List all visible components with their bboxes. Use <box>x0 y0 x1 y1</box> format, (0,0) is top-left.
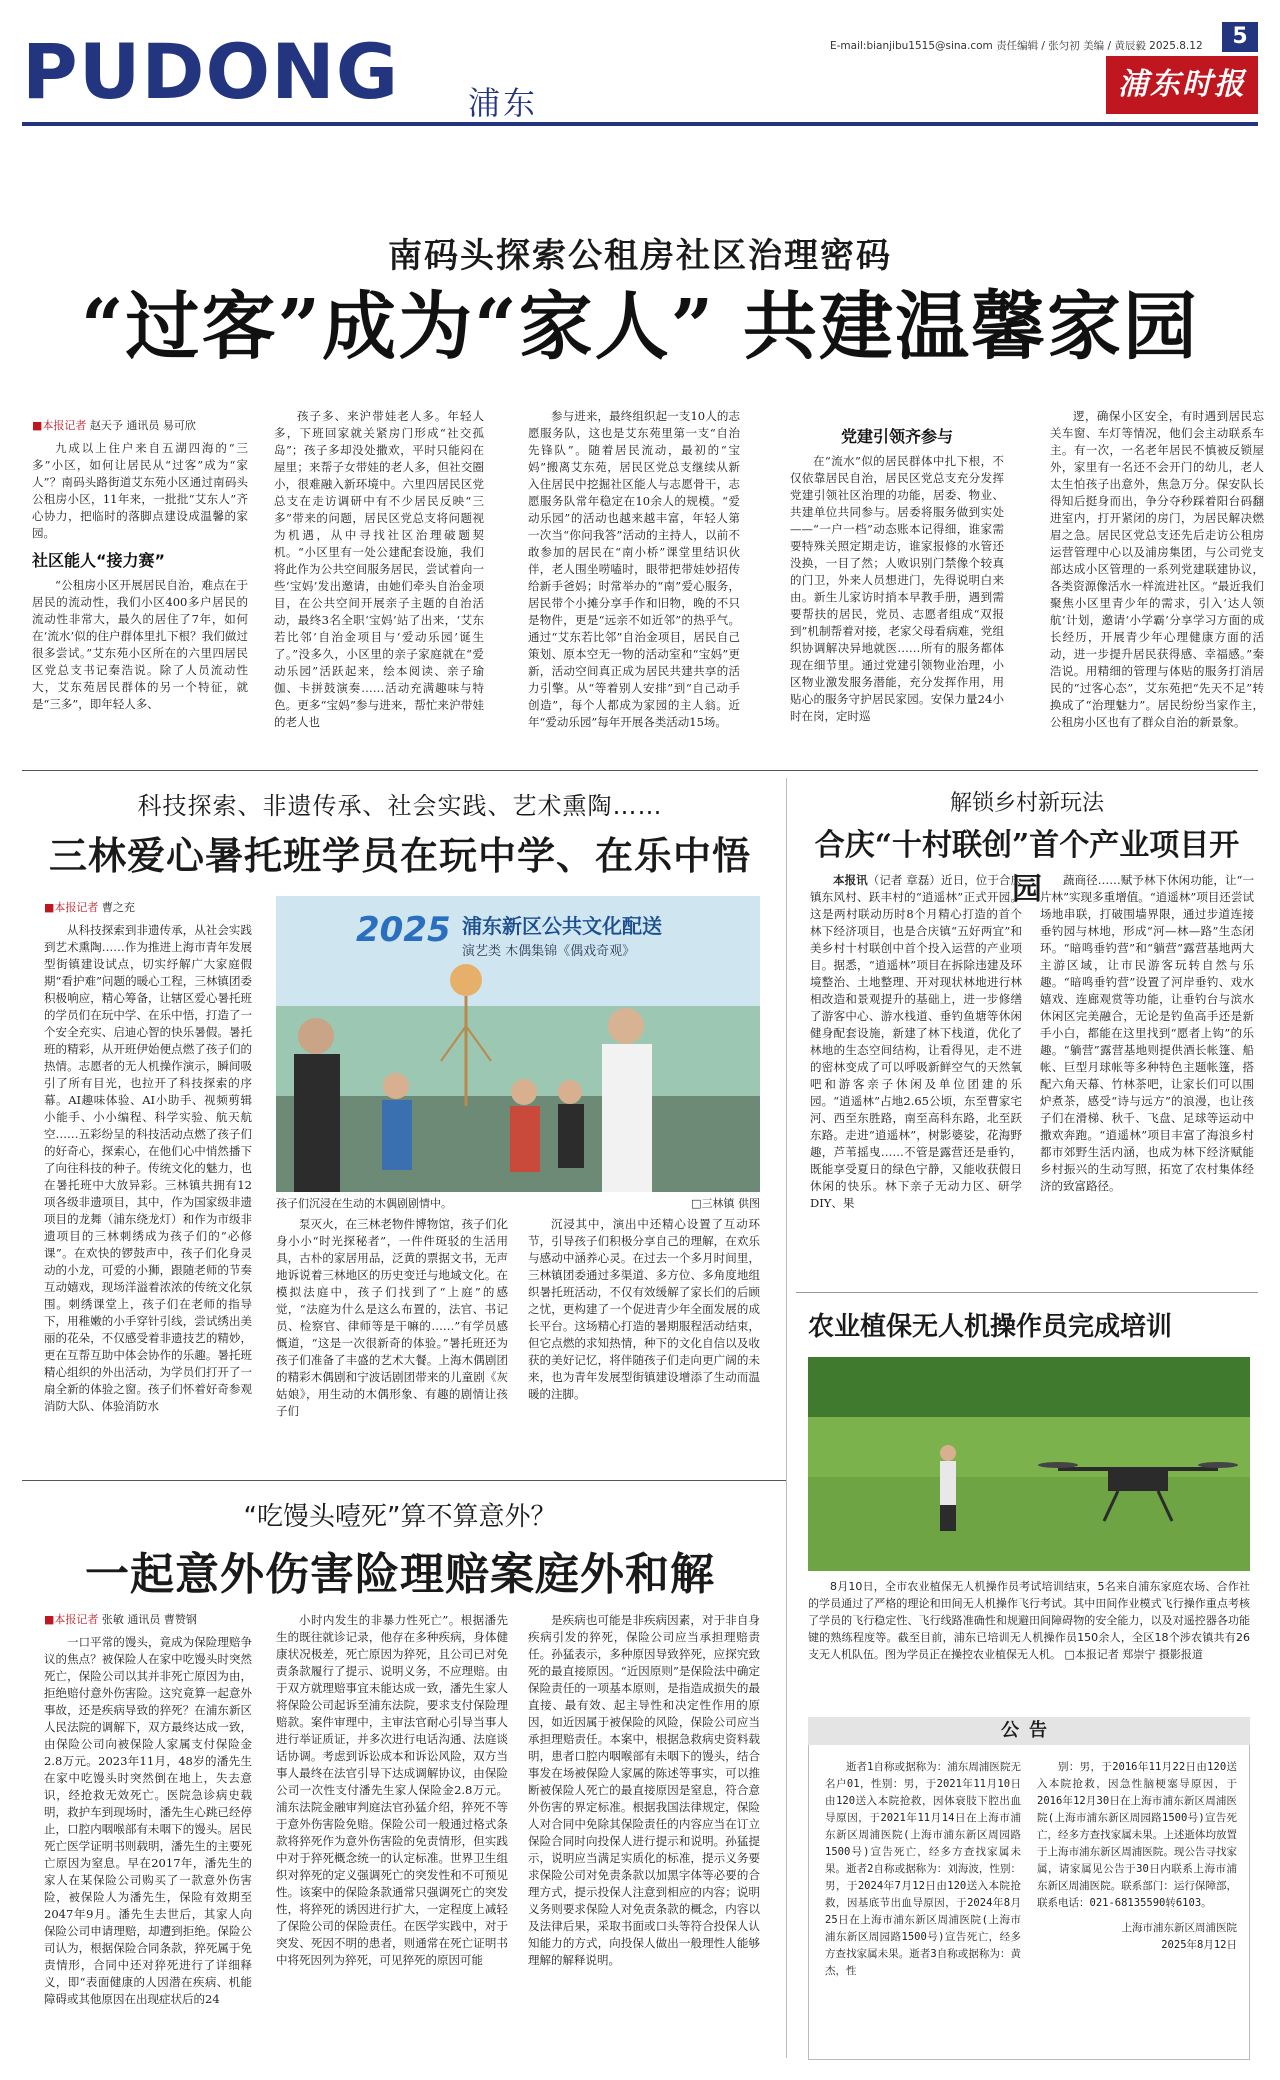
a2-byline: 曹之充 <box>98 901 135 914</box>
section-divider <box>22 770 1258 771</box>
a1-paragraph: “公租房小区开展居民自治，难点在于居民的流动性，我们小区400多户居民的流动性非常大，最久的居住了7年，如何在‘流水’似的住户群体里扎下根？我们做过很多尝试。”艾东苑小区所在的六里四居民区党总支书记秦浩说。除了人员流动性大，艾东苑居民群体的另一个特征，就是“三多”，即年轻人多、 <box>32 578 248 711</box>
a5-paragraph: 是疾病也可能是非疾病因素，对于非自身疾病引发的猝死，保险公司应当承担理赔责任。孙猛表示，多种原因导致猝死，应探究致死的最直接原因。“近因原则”是保险法中确定保险责任的一项基本原则，是指造成损失的最直接、最有效、起主导性和决定性作用的原因，如近因属于被保险的风险，保险公司应当承担理赔责任。本案中，根据急救病史资料载明，患者口腔内咽喉部有未咽下的馒头，结合事发在场被保险人家属的陈述等事实，可以推断被保险人死亡的最直接原因是窒息，符合意外伤害的界定标准。根据我国法律规定，保险人对合同中免除其保险责任的内容应当在订立保险合同时向投保人进行提示和说明。孙猛提示，说明应当满足实质化的标准，提示义务要求保险公司对免责条款以加黑字体等必要的合理方式，提示投保人注意到相应的内容；说明义务则要求保险人对免责条款的概念，内容以及法律后果，采取书面或口头等符合投保人认知能力的方式，向投保人做出一般理性人能够理解的解释说明。 <box>528 1613 760 1967</box>
a1-paragraph: 九成以上住户来自五湖四海的“三多”小区，如何让居民从“过客”成为“家人”？南码头路街道艾东苑小区通过南码头公租房小区，11年来，一批批“艾东人”齐心协力，把临时的落脚点建设成温馨的家园。 <box>32 441 248 540</box>
a1-subheading-2: 党建引领齐参与 <box>840 427 953 446</box>
notice-title: 公告 <box>808 1717 1250 1745</box>
a4-caption-block <box>808 1578 1250 1663</box>
a5-column-2 <box>276 1612 508 2062</box>
a3-byline: （记者 章磊） <box>867 873 942 887</box>
notice-date: 2025年8月12日 <box>1161 1939 1237 1951</box>
a1-byline-prefix: ■本报记者 <box>32 419 87 432</box>
a2-column-2 <box>276 1216 508 1468</box>
a2-title: 三林爱心暑托班学员在玩中学、在乐中悟 <box>48 833 751 878</box>
masthead-meta: E-mail:bianjibu1515@sina.com 责任编辑 / 张匀初 美编 / 黄辰毅 2025.8.12 <box>830 40 1203 52</box>
notice-box <box>808 1745 1250 2060</box>
a5-column-3 <box>528 1612 760 2062</box>
a2-column-3 <box>528 1216 760 1468</box>
a3-paragraph: 蔬商径……赋予林下休闲功能，让“一片林”实现多重增值。“逍遥林”项目还尝试场地串联，打破围墙界限，通过步道连接垂钓园与林地，形成“河—林—路”生态闭环。“暗鸣垂钓营”和“躺营”露营基地两大主游区域，让市民游客玩转自然与乐趣。“暗鸣垂钓营”设置了河岸垂钓、戏水嬉戏、连廊观赏等功能，让垂钓台与滨水休闲区完美融合，无论是钓鱼高手还是新手小白，都能在这里找到“愿者上钩”的乐趣。“躺营”露营基地则提供酒长帐篷、船帐、巨型月球帐等多种特色主题帐篷，搭配六角天幕、竹林茶吧，让家长们可以围炉煮茶，感受“诗与远方”的浪漫，也让孩子们在滑梯、秋千、飞盘、足球等运动中撒欢奔跑。“逍遥林”项目丰富了海浪乡村都市郊野生活内涵，也成为林下经济赋能乡村振兴的生动写照，拓宽了农村集体经济的致富路径。 <box>1040 873 1254 1193</box>
a1-column-4 <box>790 418 1004 764</box>
a2-photo <box>276 896 760 1192</box>
a1-byline: 赵天予 通讯员 易可欣 <box>86 419 196 432</box>
notice-column-2 <box>1037 1759 1237 2051</box>
a2-caption: 孩子们沉浸在生动的木偶剧剧情中。 <box>276 1197 452 1210</box>
a2-caption-row <box>276 1196 760 1211</box>
a3-kicker: 解锁乡村新玩法 <box>949 791 1104 816</box>
a4-caption: 8月10日，全市农业植保无人机操作员考试培训结束，5名来自浦东家庭农场、合作社的学员通过了严格的理论和田间无人机操作飞行考试。其中田间作业模式飞行操作重点考核了学员的飞行稳定性、飞行线路准确性和规避田间障碍物的安全能力，以及对遥控器各功能键的熟练程度等。截至目前，浦东已培训无人机操作员150余人，全区18个涉农镇共有26支无人机队伍。图为学员正在操控农业植保无人机。 <box>808 1580 1250 1661</box>
a3-paragraph: 近日，位于合庆镇东风村、跃丰村的“逍遥林”正式开园。这是两村联动历时8个月精心打造的首个林下经济项目，也是合庆镇“五好两宜”和美乡村十村联创中首个投入运营的产业项目。据悉，“逍遥林”项目在拆除违建及环境整治、土地整理、开对现状林地进行林相改造和景观提升的基础上，进一步修缮了游客中心、游水栈道、垂钓鱼塘等休闲健身配套设施，新建了林下栈道，优化了林地的生态空间结构，让看得见，走不进的密林变成了可以呼吸新鲜空气的天然氧吧和游客亲子休闲及单位团建的乐园。“逍遥林”占地2.65公顷，东至曹家宅河、西至东胜路，南至高科东路，北至跃东路。走进“逍遥林”，树影婆娑，花海野趣，芦苇摇曳……不管是露营还是垂钓，既能享受夏日的绿色宁静，又能收获假日休闲的快乐。林下亲子无动力区、研学DIY、果 <box>810 873 1022 1210</box>
a1-column-2 <box>274 408 484 764</box>
section-divider <box>22 1480 786 1481</box>
a1-subheading-1: 社区能人“接力赛” <box>32 551 166 570</box>
banner-year: 2025 <box>356 910 451 950</box>
banner-subtitle: 演艺类 木偶集锦《偶戏奇观》 <box>462 944 636 959</box>
masthead-rule <box>22 122 1258 126</box>
a1-paragraph: 逻，确保小区安全，有时遇到居民忘关车窗、车灯等情况，他们会主动联系车主。有一次，一名老年居民不慎被反锁屋外，家里有一名还不会开门的幼儿，老人太生怕孩子出意外，焦急万分。保安队长得知后挺身而出，争分夺秒踩着阳台码翻进室内，打开紧闭的房门，为居民解决燃眉之急。居民区党总支还先后走访公租房运营管理中心以及浦房集团，与公司党支部达成小区管理的一系列党建联建协议，各类资源像活水一样流进社区。“最近我们聚焦小区里青少年的需求，引入‘达人领航’计划，邀请‘小学霸’分享学习方面的成长经历，开展青少年心理健康方面的活动，进一步提升居民获得感、幸福感。”秦浩说。用精细的管理与体贴的服务打消居民的“过客心态”，艾东苑把“先天不足”转换成了“治理魅力”。居民纷纷当家作主，公租房小区也有了群众自治的新景象。 <box>1050 409 1264 729</box>
a3-column-2 <box>1040 872 1254 1282</box>
a3-title: 合庆“十村联创”首个产业项目开园 <box>814 828 1240 907</box>
column-divider <box>786 778 787 2058</box>
a2-paragraph: 泵灭火，在三林老物件博物馆，孩子们化身小小“时光探秘者”，一件件斑驳的生活用具，古朴的家居用品，泛黄的票据文书，无声地诉说着三林地区的历史变迁与地域文化。在模拟法庭中，孩子们找到了“上庭”的感觉，“法庭为什么是这么布置的，法官、书记员、检察官、律师等是干嘛的……”有学员感慨道，“这是一次很新奇的体验。”暑托班还为孩子们准备了丰盛的艺术大餐。上海木偶剧团的精彩木偶剧和宁波话剧团带来的儿童剧《灰姑娘》，用生动的木偶形象、有趣的剧情让孩子们 <box>276 1217 508 1418</box>
notice-paragraph: 逝者1自称或据称为：浦东周浦医院无名户01，性别：男，于2021年11月10日由120送入本院抢救，因体衰肢下腔出血导原因，于2021年11月14日在上海市浦东新区周浦医院(上海市浦东新区周园路1500号)宣告死亡，经多方查找家属未果。逝者2自称或据称为：刘海波，性别：男，于2024年7月12日由120送入本院抢救，因基底节出血导原因，于2024年8月25日在上海市浦东新区周浦医院(上海市浦东新区周园路1500号)宣告死亡，经多方查找家属未果。逝者3自称或据称为：黄杰，性 <box>825 1761 1021 1977</box>
a5-kicker: “吃馒头噎死”算不算意外？ <box>243 1502 557 1532</box>
a1-title: “过客”成为“家人” 共建温馨家园 <box>80 284 1200 370</box>
a4-title: 农业植保无人机操作员完成培训 <box>808 1312 1173 1342</box>
a1-column-3 <box>528 408 740 764</box>
a1-paragraph: 孩子多、来沪带娃老人多。年轻人多，下班回家就关紧房门形成“社交孤岛”；孩子多却没处撒欢，平时只能闷在屋里；来帮子女带娃的老人多，但社交圈小，很难融入新环境中。六里四居民区党总支在走访调研中有不少居民反映“三多”带来的问题，居民区党总支将问题视为机遇，从中寻找社区治理破题契机。“小区里有一处公建配套设施，我们将此作为公共空间服务居民，尝试着向一些‘宝妈’发出邀请，由她们牵头自治金项目，在公共空间开展亲子主题的自治活动，最终3名全职‘宝妈’站了出来，‘艾东若比邻’自治金项目与‘爱动乐园’诞生了。”没多久，小区里的亲子家庭就在“爱动乐园”活跃起来，绘本阅读、亲子瑜伽、卡拼鼓演奏……活动充满趣味与特色。更多“宝妈”参与进来，帮忙来沪带娃的老人也 <box>274 409 484 729</box>
a5-title: 一起意外伤害险理赔案庭外和解 <box>85 1549 715 1600</box>
a2-column-1 <box>44 900 252 1468</box>
a1-paragraph: 参与进来，最终组织起一支10人的志愿服务队，这也是艾东苑里第一支“自治先锋队”。随着居民流动，最初的“宝妈”搬离艾东苑，居民区党总支继续从新入住居民中挖掘社区能人与志愿骨干，志愿服务队常年稳定在10余人的规模。“爱动乐园”的活动也越来越丰富，年轻人第一次当“你问我答”活动的主持人，以前不敢参加的居民在“南小桥”课堂里结识伙伴，老人围坐唠嗑时，眼带把带娃妙招传给新手爸妈；时常举办的“南”爱心服务，居民带个小摊分享手作和旧物，晚的不只是物件，更是“远亲不如近邻”的热乎气。通过“艾东若比邻”自治金项目，居民自己策划、原本空无一物的活动室和“宝妈”更新，活动空间真正成为居民共建共享的活力引擎。从“等着别人安排”到“自己动手创造”，每个人都成为家园的主人翁。近年“爱动乐园”每年开展各类活动15场。 <box>528 409 740 729</box>
notice-signer: 上海市浦东新区周浦医院 <box>1121 1922 1237 1934</box>
a4-credit: □本报记者 郑崇宁 摄影报道 <box>1064 1648 1203 1661</box>
a5-column-1 <box>44 1612 252 2062</box>
a2-paragraph: 从科技探索到非遗传承，从社会实践到艺术熏陶……作为推进上海市青年发展型街镇建设试点，切实纾解广大家庭假期“看护难”问题的暖心工程，三林镇团委积极响应，精心筹备，让辖区爱心暑托班的学员们在玩中学、在乐中悟，打造了一个安全充实、启迪心智的快乐暑假。暑托班的精彩，从开班伊始便点燃了孩子们的热情。志愿者的无人机操作演示，瞬间吸引了所有目光，也拉开了科技探索的序幕。AI趣味体验、AI小助手、视频剪辑小能手、小小编程、科学实验、航天航空……五彩纷呈的科技活动点燃了孩子们的好奇心，探索心，在他们心中悄然播下了向往科技的种子。传统文化的魅力，也在暑托班中大放异彩。三林镇共拥有12项各级非遗项目，其中，作为国家级非遗项目的龙舞（浦东绕龙灯）和作为市级非遗项目的三林刺绣成为孩子们的“必修课”。在欢快的锣鼓声中，孩子们化身灵动的小龙，可爱的小狮，跟随老师的节奏互动嬉戏，现场洋溢着浓浓的传统文化氛围。刺绣课堂上，孩子们在老师的指导下，用稚嫩的小手穿针引线，尝试绣出美丽的花朵，不仅感受着非遗技艺的精妙，更在互帮互助中体会协作的乐趣。暑托班精心组织的外出活动，为学员们打开了一扇全新的体验之窗。孩子们怀着好奇参观消防大队、体验消防水 <box>44 923 252 1413</box>
notice-column-1 <box>825 1759 1021 2051</box>
banner-title: 浦东新区公共文化配送 <box>462 914 662 938</box>
a2-paragraph: 沉浸其中，演出中还精心设置了互动环节，引导孩子们积极分享自己的理解，在欢乐与感动中涵养心灵。在过去一个多月时间里，三林镇团委通过多渠道、多方位、多角度地组织暑托班活动，不仅有效缓解了家长们的后顾之忧，更构建了一个促进青少年全面发展的成长平台。这场精心打造的暑期服程活动结束，但它点燃的求知热情，种下的文化自信以及收获的美好记忆，将伴随孩子们走向更广阔的未来，也为青年发展型街镇建设增添了生动而温暖的注脚。 <box>528 1217 760 1401</box>
a2-caption-credit: □三林镇 供图 <box>691 1197 760 1210</box>
a3-byline-prefix: 本报讯 <box>833 873 868 887</box>
a2-byline-prefix: ■本报记者 <box>44 901 99 914</box>
a5-byline: 张敏 通讯员 曹赞钢 <box>98 1613 197 1626</box>
a4-photo <box>808 1357 1250 1571</box>
drone-field-illustration <box>808 1357 1250 1571</box>
page-number: 5 <box>1222 22 1258 52</box>
a5-byline-prefix: ■本报记者 <box>44 1613 99 1626</box>
a5-paragraph: 一口平常的馒头，竟成为保险理赔争议的焦点？被保险人在家中吃馒头时突然死亡，保险公司以其并非死亡原因为由，拒绝赔付意外伤害险。这究竟算一起意外事故，还是疾病导致的猝死？在浦东新区人民法院的调解下，双方最终达成一致，由保险公司向被保险人家属支付保险金2.8万元。2023年11月，48岁的潘先生在家中吃馒头时突然倒在地上，失去意识，经抢救无效死亡。医院急诊病史载明，救护车到现场时，潘先生心跳已经停止，口腔内咽喉部有未咽下的馒头。居民死亡医学证明书则载明，潘先生的主要死亡原因为窒息。早在2017年，潘先生的家人在某保险公司购买了一款意外伤害险，被保险人为潘先生，保险有效期至2047年9月。潘先生去世后，其家人向保险公司申请理赔，却遭到拒绝。保险公司认为，根据保险合同条款，猝死属于免责情形，合同中还对猝死进行了详细释义，即“表面健康的人因潜在疾病、机能障碍或其他原因在出现症状后的24 <box>44 1635 252 2006</box>
a1-column-1 <box>32 418 248 764</box>
a1-column-5 <box>1050 408 1264 764</box>
a2-kicker: 科技探索、非遗传承、社会实践、艺术熏陶…… <box>137 792 663 820</box>
a1-paragraph: 在“流水”似的居民群体中扎下根，不仅依靠居民自治，居民区党总支充分发挥党建引领社区治理的功能，居委、物业、共建单位共同参与。居委将服务做到实处——“一户一档”动态账本记得细，谁家需要特殊关照定期走访，谁家报修的水管还没换，一目了然；人败识别门禁像个较真的门卫，外来人员想进门，先得说明白来由。新生儿家访时捎本早教手册，遇到需要帮扶的居民，党员、志愿者组成“双报到”机制帮着对接，老家父母看病难，党组织协调解决异地就医……所有的服务都体现在细节里。通过党建引领物业治理，小区物业激发服务潜能，充分发挥作用，用贴心的服务守护居民家园。安保力量24小时在岗，定时巡 <box>790 454 1004 723</box>
masthead-brand-cn: 浦东 <box>468 84 539 122</box>
section-divider <box>796 1292 1258 1293</box>
a5-paragraph: 小时内发生的非暴力性死亡”。根据潘先生的既往就诊记录，他存在多种疾病，身体健康状况极差，死亡原因为猝死，且公司已对免责条款履行了提示、说明义务，不应理赔。由于双方就理赔事宜未能达成一致，潘先生家人将保险公司起诉至浦东法院，要求支付保险理赔款。案件审理中，主审法官耐心引导当事人进行举证质证，并多次进行电话沟通、法庭谈话协调。考虑到诉讼成本和诉讼风险，双方当事人最终在法官引导下达成调解协议，由保险公司一次性支付潘先生家人保险金2.8万元。浦东法院金融审判庭法官孙猛介绍，猝死不等于意外伤害险免赔。保险公司一般通过格式条款将猝死作为意外伤害险的免责情形，但实践中对于猝死概念统一的认定标准。世界卫生组织对猝死的定义强调死亡的突发性和不可预见性。该案中的保险条款通常只强调死亡的突发性，将猝死的诱因进行扩大，一定程度上减轻了保险公司的保险责任。在医学实践中，对于突发、死因不明的患者，则通常在死亡证明书中将死因列为猝死，可见猝死的原因可能 <box>276 1613 508 1967</box>
masthead-brand: PUDONG <box>22 27 400 116</box>
newspaper-logo: 浦东时报 <box>1106 56 1258 114</box>
a1-kicker: 南码头探索公租房社区治理密码 <box>388 236 892 276</box>
notice-paragraph: 别：男，于2016年11月22日由120送入本院抢救，因急性脑梗塞导原因，于2016年12月30日在上海市浦东新区周浦医院(上海市浦东新区周园路1500号)宣告死亡，经多方查找家属未果。上述逝体均放置于上海市浦东新区周浦医院。现公告寻找家属，请家属见公告于30日内联系上海市浦东新区周浦医院。联系部门：运行保障部，联系电话：021-68135590转6103。 <box>1037 1761 1237 1909</box>
a3-column-1 <box>810 872 1022 1282</box>
